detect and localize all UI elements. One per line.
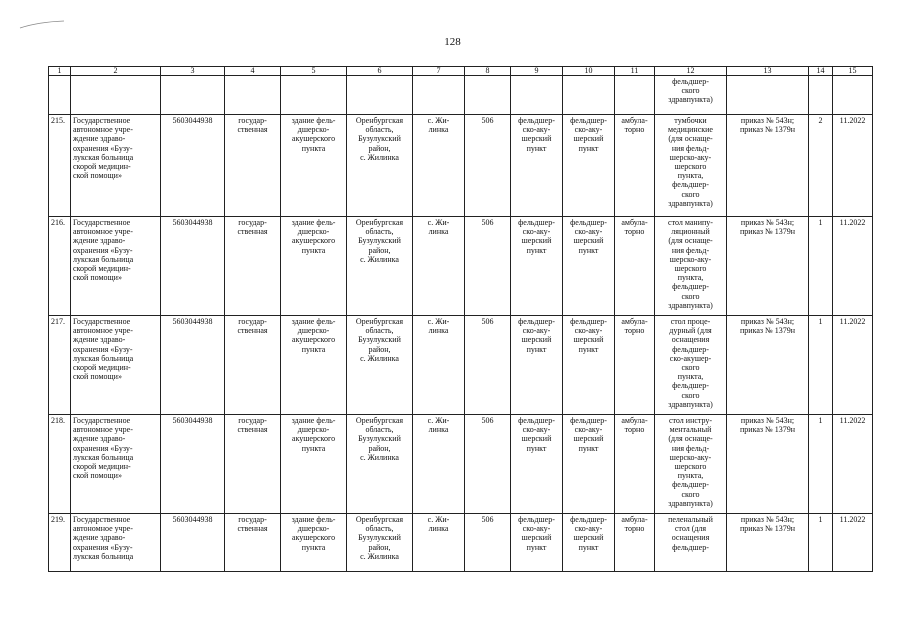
address-cell: Оренбургская область, Бузулукский район, с. Жилинка bbox=[347, 316, 413, 415]
table-row bbox=[49, 514, 873, 572]
date-cell: 11.2022 bbox=[833, 316, 873, 415]
organization-cell: Государственное автономное учре- ждение здраво- охранения «Бузу- лукская больница скорой медицин- ской помощи» bbox=[71, 217, 161, 316]
organization-cell: Государственное автономное учре- ждение здраво- охранения «Бузу- лукская больница скорой медицин- ской помощи» bbox=[71, 316, 161, 415]
subunit-cell: фельдшер- ско-аку- шерский пункт bbox=[563, 316, 615, 415]
col-header: 14 bbox=[809, 67, 833, 76]
ownership-cell: государ- ственная bbox=[225, 316, 281, 415]
col-header: 11 bbox=[615, 67, 655, 76]
row-number: 217. bbox=[49, 316, 71, 415]
order-cell: приказ № 543н; приказ № 1379н bbox=[727, 115, 809, 217]
inn-cell: 5603044938 bbox=[161, 115, 225, 217]
subunit-cell: фельдшер- ско-аку- шерский пункт bbox=[563, 415, 615, 514]
unit-cell: фельдшер- ско-аку- шерский пункт bbox=[511, 115, 563, 217]
order-cell: приказ № 543н; приказ № 1379н bbox=[727, 217, 809, 316]
organization-cell: Государственное автономное учре- ждение здраво- охранения «Бузу- лукская больница скорой медицин- ской помощи» bbox=[71, 115, 161, 217]
care-type-cell: амбула- торно bbox=[615, 514, 655, 572]
table-row bbox=[49, 115, 873, 217]
page-number: 128 bbox=[444, 36, 461, 48]
code-cell: 506 bbox=[465, 514, 511, 572]
order-cell: приказ № 543н; приказ № 1379н bbox=[727, 514, 809, 572]
date-cell: 11.2022 bbox=[833, 217, 873, 316]
organization-cell: Государственное автономное учре- ждение здраво- охранения «Бузу- лукская больница bbox=[71, 514, 161, 572]
care-type-cell: амбула- торно bbox=[615, 115, 655, 217]
table-row bbox=[49, 415, 873, 514]
col-header: 4 bbox=[225, 67, 281, 76]
ownership-cell: государ- ственная bbox=[225, 514, 281, 572]
locality-cell: с. Жи- линка bbox=[413, 316, 465, 415]
building-cell: здание фель- дшерско- акушерского пункта bbox=[281, 514, 347, 572]
header-row bbox=[49, 67, 873, 76]
col-header: 7 bbox=[413, 67, 465, 76]
building-cell: здание фель- дшерско- акушерского пункта bbox=[281, 115, 347, 217]
unit-cell: фельдшер- ско-аку- шерский пункт bbox=[511, 316, 563, 415]
code-cell: 506 bbox=[465, 217, 511, 316]
equipment-cell: стол инстру- ментальный (для оснаще- ния фельд- шерско-аку- шерского пункта, фельдшер- ского здравпункта) bbox=[655, 415, 727, 514]
equipment-cell: тумбочки медицинские (для оснаще- ния фельд- шерско-аку- шерского пункта, фельдшер- ского здравпункта) bbox=[655, 115, 727, 217]
row-number: 216. bbox=[49, 217, 71, 316]
col-header: 5 bbox=[281, 67, 347, 76]
address-cell: Оренбургская область, Бузулукский район, с. Жилинка bbox=[347, 514, 413, 572]
table-row bbox=[49, 217, 873, 316]
row-number: 219. bbox=[49, 514, 71, 572]
col-header: 6 bbox=[347, 67, 413, 76]
unit-cell: фельдшер- ско-аку- шерский пункт bbox=[511, 415, 563, 514]
unit-cell: фельдшер- ско-аку- шерский пункт bbox=[511, 217, 563, 316]
subunit-cell: фельдшер- ско-аку- шерский пункт bbox=[563, 217, 615, 316]
building-cell: здание фель- дшерско- акушерского пункта bbox=[281, 217, 347, 316]
subunit-cell: фельдшер- ско-аку- шерский пункт bbox=[563, 115, 615, 217]
inn-cell: 5603044938 bbox=[161, 217, 225, 316]
ownership-cell: государ- ственная bbox=[225, 415, 281, 514]
quantity-cell: 1 bbox=[809, 217, 833, 316]
quantity-cell: 1 bbox=[809, 415, 833, 514]
scan-mark bbox=[18, 20, 66, 30]
col-header: 3 bbox=[161, 67, 225, 76]
building-cell: здание фель- дшерско- акушерского пункта bbox=[281, 316, 347, 415]
unit-cell: фельдшер- ско-аку- шерский пункт bbox=[511, 514, 563, 572]
order-cell: приказ № 543н; приказ № 1379н bbox=[727, 415, 809, 514]
quantity-cell: 2 bbox=[809, 115, 833, 217]
quantity-cell: 1 bbox=[809, 316, 833, 415]
col-header: 15 bbox=[833, 67, 873, 76]
equipment-cell: фельдшер- ского здравпункта) bbox=[655, 76, 727, 115]
address-cell: Оренбургская область, Бузулукский район, с. Жилинка bbox=[347, 415, 413, 514]
code-cell: 506 bbox=[465, 115, 511, 217]
quantity-cell: 1 bbox=[809, 514, 833, 572]
care-type-cell: амбула- торно bbox=[615, 316, 655, 415]
inn-cell: 5603044938 bbox=[161, 514, 225, 572]
col-header: 9 bbox=[511, 67, 563, 76]
organization-cell: Государственное автономное учре- ждение здраво- охранения «Бузу- лукская больница скорой медицин- ской помощи» bbox=[71, 415, 161, 514]
locality-cell: с. Жи- линка bbox=[413, 217, 465, 316]
col-header: 2 bbox=[71, 67, 161, 76]
col-header: 13 bbox=[727, 67, 809, 76]
registry-table bbox=[48, 66, 873, 572]
ownership-cell: государ- ственная bbox=[225, 115, 281, 217]
subunit-cell: фельдшер- ско-аку- шерский пункт bbox=[563, 514, 615, 572]
col-header: 1 bbox=[49, 67, 71, 76]
row-number: 215. bbox=[49, 115, 71, 217]
order-cell: приказ № 543н; приказ № 1379н bbox=[727, 316, 809, 415]
care-type-cell: амбула- торно bbox=[615, 415, 655, 514]
building-cell: здание фель- дшерско- акушерского пункта bbox=[281, 415, 347, 514]
address-cell: Оренбургская область, Бузулукский район, с. Жилинка bbox=[347, 115, 413, 217]
equipment-cell: стол манипу- ляционный (для оснаще- ния фельд- шерско-аку- шерского пункта, фельдшер- ского здравпункта) bbox=[655, 217, 727, 316]
col-header: 10 bbox=[563, 67, 615, 76]
ownership-cell: государ- ственная bbox=[225, 217, 281, 316]
inn-cell: 5603044938 bbox=[161, 415, 225, 514]
locality-cell: с. Жи- линка bbox=[413, 514, 465, 572]
row-number: 218. bbox=[49, 415, 71, 514]
care-type-cell: амбула- торно bbox=[615, 217, 655, 316]
code-cell: 506 bbox=[465, 415, 511, 514]
code-cell: 506 bbox=[465, 316, 511, 415]
col-header: 8 bbox=[465, 67, 511, 76]
date-cell: 11.2022 bbox=[833, 115, 873, 217]
date-cell: 11.2022 bbox=[833, 514, 873, 572]
continuation-row bbox=[49, 76, 873, 115]
col-header: 12 bbox=[655, 67, 727, 76]
locality-cell: с. Жи- линка bbox=[413, 415, 465, 514]
date-cell: 11.2022 bbox=[833, 415, 873, 514]
table-row bbox=[49, 316, 873, 415]
equipment-cell: пеленальный стол (для оснащения фельдшер- bbox=[655, 514, 727, 572]
equipment-cell: стол проце- дурный (для оснащения фельдшер- ско-акушер- ского пункта, фельдшер- ского здравпункта) bbox=[655, 316, 727, 415]
inn-cell: 5603044938 bbox=[161, 316, 225, 415]
locality-cell: с. Жи- линка bbox=[413, 115, 465, 217]
address-cell: Оренбургская область, Бузулукский район, с. Жилинка bbox=[347, 217, 413, 316]
